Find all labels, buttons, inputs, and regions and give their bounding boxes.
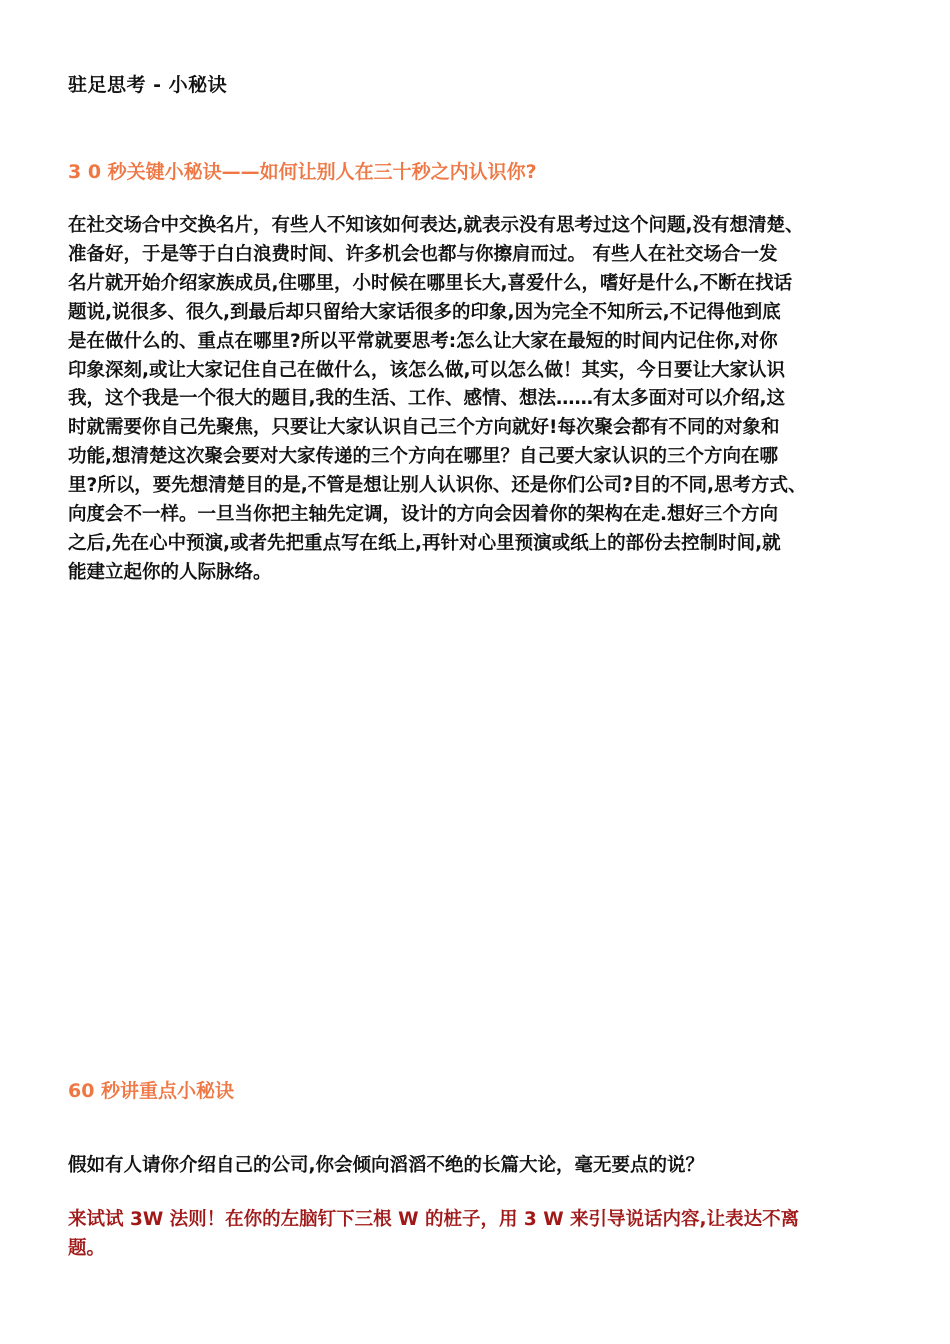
paragraph-line: 是在做什么的、重点在哪里?所以平常就要思考:怎么让大家在最短的时间内记住你,对你: [68, 330, 778, 352]
paragraph-line: 之后,先在心中预演,或者先把重点写在纸上,再针对心里预演或纸上的部份去控制时间,就: [68, 532, 781, 554]
paragraph-line: 题说,说很多、很久,到最后却只留给大家话很多的印象,因为完全不知所云,不记得他到底: [68, 301, 781, 323]
paragraph-line: 功能,想清楚这次聚会要对大家传递的三个方向在哪里？自己要大家认识的三个方向在哪: [68, 446, 779, 468]
paragraph-line: 印象深刻,或让大家记住自己在做什么，该怎么做,可以怎么做！其实，今日要让大家认识: [68, 359, 786, 381]
question-line: 假如有人请你介绍自己的公司,你会倾向滔滔不绝的长篇大论，毫无要点的说？: [68, 1155, 705, 1176]
section-paragraph-30-seconds: [68, 212, 898, 588]
paragraph-line: 里?所以，要先想清楚目的是,不管是想让别人认识你、还是你们公司?目的不同,思考方式、: [68, 475, 807, 497]
highlight-line: 题。: [68, 1237, 106, 1259]
highlight-paragraph-3w-rule: [68, 1206, 898, 1264]
document-title: 驻足思考 - 小秘诀: [68, 74, 228, 96]
paragraph-line: 在社交场合中交换名片，有些人不知该如何表达,就表示没有思考过这个问题,没有想清楚、: [68, 215, 804, 236]
question-paragraph: [68, 1152, 898, 1181]
paragraph-line: 向度会不一样。一旦当你把主轴先定调，设计的方向会因着你的架构在走.想好三个方向: [68, 504, 779, 526]
paragraph-line: 准备好，于是等于白白浪费时间、许多机会也都与你擦肩而过。 有些人在社交场合一发: [68, 243, 778, 265]
paragraph-line: 时就需要你自己先聚焦，只要让大家认识自己三个方向就好!每次聚会都有不同的对象和: [68, 417, 780, 439]
highlight-line: 来试试 3W 法则！在你的左脑钉下三根 W 的桩子，用 3 W 来引导说话内容,让表达不离: [68, 1209, 800, 1230]
section-heading-60-seconds: 60 秒讲重点小秘诀: [68, 1080, 235, 1102]
paragraph-line: 名片就开始介绍家族成员,住哪里，小时候在哪里长大,喜爱什么，嗜好是什么,不断在找话: [68, 272, 793, 294]
paragraph-line: 能建立起你的人际脉络。: [68, 561, 272, 583]
paragraph-line: 我，这个我是一个很大的题目,我的生活、工作、感情、想法……有太多面对可以介绍,这: [68, 388, 786, 410]
section-heading-30-seconds: 3 0 秒关键小秘诀——如何让别人在三十秒之内认识你?: [68, 161, 537, 183]
